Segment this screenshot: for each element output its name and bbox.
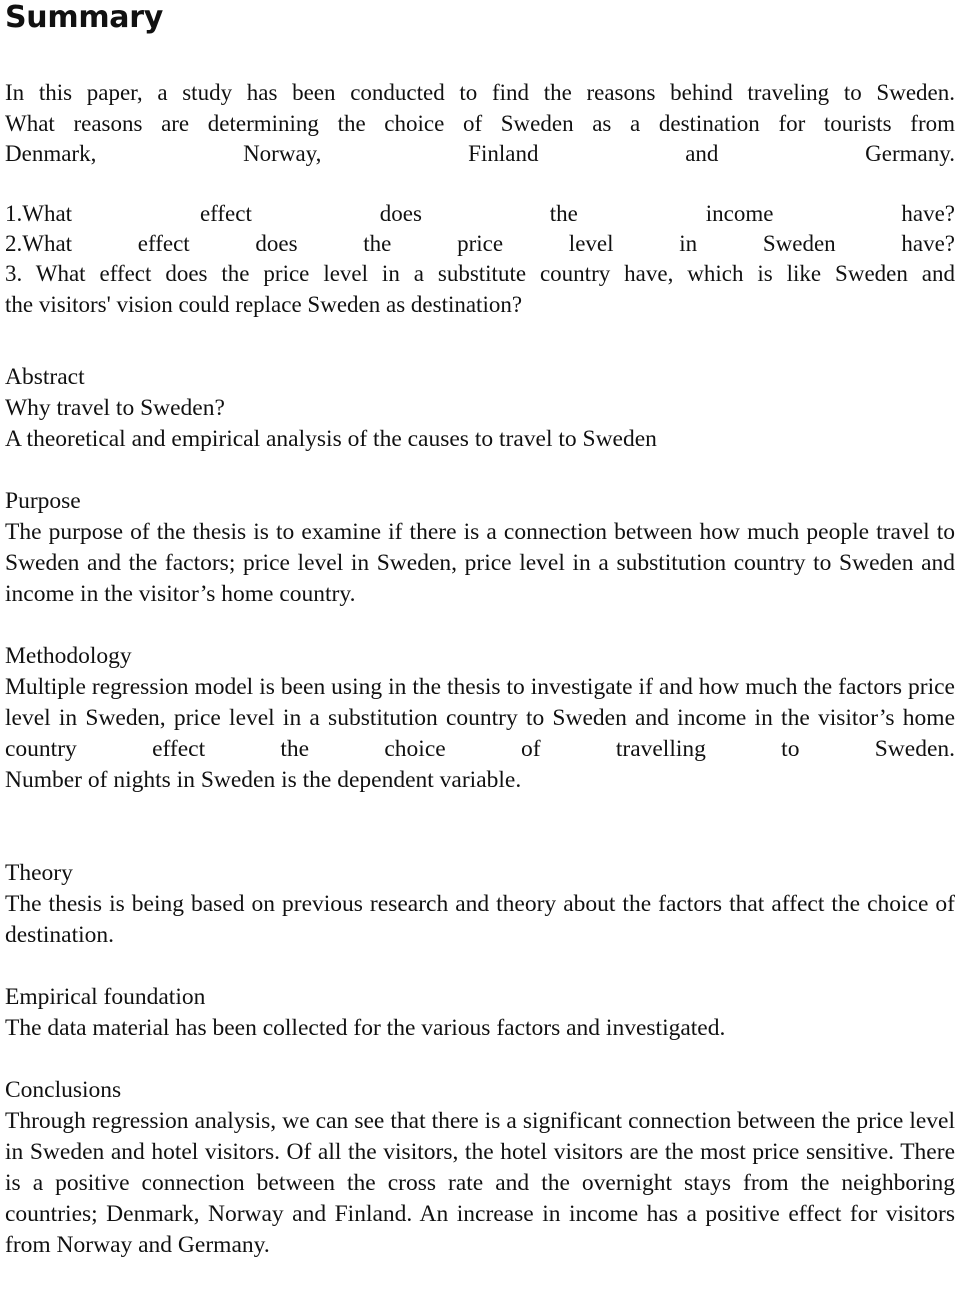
methodology-heading: Methodology: [5, 643, 132, 669]
theory-body: The thesis is being based on previous research and theory about the factors that affect the choice of destination.: [5, 891, 955, 948]
intro-line-1: In this paper, a study has been conducted to find the reasons behind traveling to Sweden.: [5, 80, 955, 105]
conclusions-heading: Conclusions: [5, 1077, 122, 1103]
conclusions-section: [5, 1075, 955, 1261]
theory-section: [5, 858, 955, 951]
document-page: [5, 0, 955, 1258]
conclusions-body: Through regression analysis, we can see that there is a significant connection between the price level in Sweden and hotel visitors. Of all the visitors, the hotel visitors are the most price sensitive. There is a positive connection between the cross rate and the overnight stays from the neighboring countries; Denmark, Norway and Finland. An increase in income has a positive effect for visitors from Norway and Germany.: [5, 1108, 955, 1258]
theory-heading: Theory: [5, 860, 73, 886]
question-3-line-1: 3. What effect does the price level in a substitute country have, which is like Sweden and: [5, 261, 955, 286]
purpose-heading: Purpose: [5, 488, 81, 514]
empirical-body: The data material has been collected for the various factors and investigated.: [5, 1015, 726, 1041]
question-3-line-2: the visitors' vision could replace Sweden as destination?: [5, 291, 523, 317]
abstract-subtitle: Why travel to Sweden?: [5, 395, 225, 421]
question-1: 1.What effect does the income have?: [5, 201, 955, 226]
methodology-section: [5, 641, 955, 796]
methodology-body-2: Number of nights in Sweden is the dependent variable.: [5, 767, 522, 793]
abstract-subtitle-2: A theoretical and empirical analysis of the causes to travel to Sweden: [5, 426, 657, 452]
intro-line-2: What reasons are determining the choice of Sweden as a destination for tourists from: [5, 110, 955, 136]
empirical-section: [5, 982, 955, 1044]
abstract-section: [5, 362, 955, 455]
purpose-section: [5, 486, 955, 610]
intro-paragraph: [5, 78, 955, 170]
page-title: Summary: [5, 0, 163, 35]
question-2: 2.What effect does the price level in Sweden have?: [5, 231, 955, 256]
empirical-heading: Empirical foundation: [5, 984, 206, 1010]
methodology-body: Multiple regression model is been using in the thesis to investigate if and how much the factors price level in Sweden, price level in a substitution country to Sweden and income in the visitor’s home country effect the choice of travelling to Sweden.: [5, 674, 955, 762]
intro-line-3: Denmark, Norway, Finland and Germany.: [5, 141, 955, 166]
purpose-body: The purpose of the thesis is to examine if there is a connection between how much people travel to Sweden and the factors; price level in Sweden, price level in a substitution country to Sweden and income in the visitor’s home country.: [5, 519, 955, 607]
abstract-heading: Abstract: [5, 364, 85, 390]
question-3: [5, 259, 955, 320]
